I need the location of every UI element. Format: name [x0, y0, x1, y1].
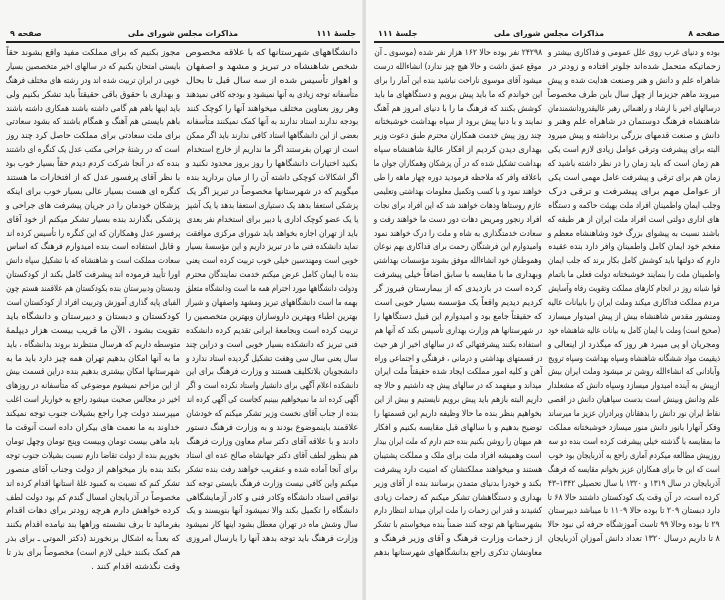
text-line: است از تهران بفرستند اگر ما نداریم از خارج استخدام	[186, 145, 358, 156]
text-line: ذیقیمت مواد ششگانه شاهنشاه وسپاه بهداشت وسپاه ترویج	[548, 353, 720, 364]
text-column-right	[548, 47, 720, 547]
text-line: میپرسند دولت چرا راجع بشیلات جنوب توجه نمیکند	[6, 409, 180, 420]
text-line: علم ودانش وبینش است بدست سپاهیان دانش در اقصی	[548, 395, 720, 406]
text-line: هم کمک بکنند خیلی لازم است) مخصوصاً برای بذر تا	[6, 548, 180, 559]
text-line: برای ملت سعادتی برای مملکت حاصل کرد چند روز	[6, 131, 180, 142]
text-line: دانشگاههای شهرستانها که با علاقه مخصوص	[186, 48, 358, 58]
text-line: (صحیح است) وملت با ایمان کامل به بیانات عالیه شاهنشاه خود	[548, 325, 720, 336]
text-line: نماید دانشکده فنی ما در تبریز داریم و این مؤسسهٔ بسیار	[186, 242, 358, 253]
text-line: دارم که دولتها باید کوشش کامل بکار برند که جلب ایمان	[548, 256, 720, 267]
text-line: شاهراه علم و دانش و هنر وصنعت هدایت شده و پیش	[548, 75, 720, 86]
text-line: در قسمتهای بهداشتی و درمانی ، فرهنگی و اجتماعی وراه	[374, 353, 542, 364]
text-line: کرده خواهش دارم هرچه زودتر برای دهات اقدام	[6, 506, 180, 517]
text-line: و اهواز تأسیس شده از سه سال قبل تا بحال	[186, 75, 358, 86]
text-line: شاهنشاه فرهنگ دوستمان در شاهراه علم وهنر و	[548, 117, 720, 128]
text-line: بخوریم بنده از دولت تقاضا دارم نسبت بشیلات جنوب توجه	[6, 450, 180, 461]
text-line: البته برای پیشرفت وترقی عوامل زیادی لازم است یکی	[548, 145, 720, 156]
text-line: دارد دبستان ۲۰۹ تا بوده حالا ۱۱۰۹ تا میباشد دبیرستان	[548, 506, 720, 517]
text-line: سال وشش ماه در تهران معطل بشود اینها کار نمیشود	[186, 520, 358, 531]
text-line: بخواهیم بنظر بنده ما حالا وظیفه داریم این قسمتها را	[374, 409, 542, 420]
text-line: کشیدند و قدر این زحمات را ملت ایران میداند انتظار دارم	[374, 506, 542, 517]
text-line: شهرستانها امکان بیشتری بدهیم بنده دراین قسمت بیش	[6, 367, 180, 378]
text-line: باید از تهران اجازه بخواهد باید شورای مرکزی موافقت	[186, 228, 358, 239]
text-line: هستند و میخواهند مملکتشان که امنیت دارد پیشرفت	[374, 464, 542, 475]
text-line: آگهی کرده اند ما نمیخواهیم ببینیم کجاست کی آگهی کرده اند	[186, 395, 358, 406]
text-line: بودجه ندارند استاد ندارند به آنها کمک نمیکنند متأسفانه	[186, 117, 358, 128]
text-line: و بهداری با حقوق باقی حقیقتاً باید تشکر بکنیم ولی	[6, 89, 180, 100]
text-line: تربیت کرده است وبجامعهٔ ایرانی تقدیم کرده دانشکده	[186, 325, 358, 336]
text-line: بهداشت تشکیل شده که در آن پزشکان وهمکاران جوان ما	[374, 159, 542, 170]
text-line: وبهداری ما با مقایسه با سابق اضافاً خیلی پیشرفت	[374, 270, 542, 281]
text-line: دانشگاه را تکمیل بکند والا نمیشود آنها بنویسند و یک	[186, 506, 358, 517]
page-header	[6, 29, 360, 41]
text-line: فنی تبریز که دانشکده بسیار خوبی است و دراین چند	[186, 339, 358, 350]
text-line: از زحمات وزارت فرهنگ و آقای وزیر فرهنگ و	[374, 534, 542, 545]
text-line: کودکستان و دبستان و دبیرستان و دانشگاه باید	[6, 311, 180, 322]
text-line: اخیر در مجالس صحبت میشود راجع به خواربار است اغلب	[6, 395, 180, 406]
text-line: زحماتیکه متحمل شده‌اند جلوتر افتاده و زودتر در	[548, 61, 720, 72]
text-line: باید ماهی بیست تومان وبیست وپنج تومان وچهل تومان	[6, 436, 180, 447]
header-rule	[374, 41, 724, 43]
page-number: صفحه ۸	[688, 29, 720, 38]
text-line: بهمه ما است دانشگاههای تبریز ومشهد واصفهان و شیراز	[186, 298, 358, 309]
text-line: بنده از جناب آقای نخست وزیر تشکر میکنم که خودشان	[186, 409, 358, 420]
text-line: بکند و خودرا بدنیای متمدن برسانند بنده از آقای وزیر	[374, 478, 542, 489]
text-line: پزشکی استعفا بدهد یک دستیاری استعفا بدهد یا یک آشپز	[186, 200, 358, 211]
text-line: میشود آقای موسوی ناراحت نباشید بنده این آمار را برای	[374, 75, 542, 86]
text-line: میکنم واین کافی نیست وزارت فرهنگ بایستی توجه کند	[186, 478, 358, 489]
text-line: بهترین اطباء وبهترین داروسازان وبهترین متخصصین را	[186, 311, 358, 322]
text-line: پزشکی بگذارند بنده بسیار تشکر میکنم از خود آقای	[6, 214, 180, 225]
text-line: نواقص استاد دانشگاه وکادر فنی و کادر آزمایشگاهی	[186, 492, 358, 503]
text-line: علاقمند باینموضوع بودند و به وزارت فرهنگ دستور	[186, 423, 358, 434]
text-line: بوده و دنیای غرب روی علل عمومی و فداکاری بیشتر و	[548, 48, 720, 58]
text-column-left	[374, 47, 542, 561]
text-line: داریم البته بازهم باید پیش برویم نایستیم و بیش از این	[374, 395, 542, 406]
text-line: بعضی از این دانشگاهها استاد کافی ندارند باید اگر ممکن	[186, 131, 358, 142]
text-line: تشکر کنم که نسبت به کمبود غلهٔ استانها اقدام کرده اند	[6, 478, 180, 489]
text-line: بایستی امتحان بکنیم که در سالهای اخیر متخصصین بسیار	[6, 61, 180, 72]
text-line: وآبادانی که انشاءالله روشن تر میشود وملت ایران بیش	[548, 367, 720, 378]
text-line: وجلب ایمان واطمینان افراد ملت بهیئت حاکمه و دستگاه	[548, 200, 720, 211]
text-line: تقویت بشود ، الآن ما قریب بیست هزار دیپلمهٔ	[6, 325, 180, 336]
text-line: کردیم دیدیم واقعاً یک مؤسسه بسیار خوبی است	[374, 298, 542, 309]
session-number: جلسهٔ ۱۱۱	[316, 29, 356, 38]
text-line: اگر اشکالات کوچکی داشته آن را از میان بردارید بنده	[186, 173, 358, 184]
text-line: عازم روستاها ودهات خواهند شد که این افراد برای نجات	[374, 200, 542, 211]
text-line: توضیح بدهیم و با سالهای قبل مقایسه بکنیم و افکار	[374, 423, 542, 434]
text-line: واطمینان ملت را بنمایند خوشبختانه دولت فعلی ما باتمام	[548, 270, 720, 281]
text-line: موقع عمق داشت و حالا هیچ چیز ندارد) انشاءالله درست	[374, 61, 542, 72]
text-line: ۲۴۲۹۸ نفر بوده حالا ۱۶۲ هزار نفر شده (موسوی ـ آن	[374, 48, 542, 58]
text-line: بفرمائید تا برف نشسته وراهها بند نیامده اقدام بکنند	[6, 520, 180, 531]
text-line: درسالهای اخیر با ارشاد و راهنمائی رهبر عالیقدرودانشمندمان	[548, 103, 720, 114]
text-line: خوبی است ومهندسین خیلی خوب تربیت کرده است یعنی	[186, 256, 358, 267]
text-line: ۸ تا داریم درسال ۱۳۲۰ تعداد دانش آموزان آذربایجان	[548, 534, 720, 545]
text-line: دانش و صنعت قدمهای بزرگی برداشته و پیش میرود	[548, 131, 720, 142]
text-line: نقاط ایران نور دانش را بدهقانان وبرادران عزیز ما میرساند	[548, 409, 720, 420]
text-line: باید اینها باهم هم گامی داشته باشند همکاری داشته باشند	[6, 103, 180, 114]
text-line: وفکر آنهارا بانور دانش منور میسازد خوشبختانه مملکت	[548, 423, 720, 434]
text-line: است وهمیشه افراد ملت برای ملک و مملکت پشتیبان	[374, 450, 542, 461]
text-line: بکند بنده باز میخواهم از دولت وجناب آقای منصور	[6, 464, 180, 475]
text-line: که حقیقتاً جامع بود و امیدوارم این قبیل دستگاهها را	[374, 311, 542, 322]
running-title: مذاکرات مجلس شورای ملی	[127, 29, 239, 38]
text-line: در شهرستانها هم وزارت بهداری تأسیس بکند که آنها هم	[374, 325, 542, 336]
text-line: وهموطنان خود انشاءالله موفق بشوند مؤسسات بهداشتی	[374, 256, 542, 267]
text-line: یا یک عضو کوچک اداری یا دبیر برای استخدام نفر بعدی	[186, 214, 358, 225]
text-line: معاونشان تذکری راجع بدانشگاههای شهرستانها بدهم	[374, 548, 542, 559]
text-line: پزشکان خودمان را در جریان پیشرفت های جراحی و	[6, 200, 180, 211]
text-line: اورا تأیید فرموده اند پیشرفت کامل بکند از کودکستان	[6, 270, 180, 281]
page-header	[374, 29, 724, 41]
text-line: ودبستان ودبیرستان بنده بکودکستان هم علاقمند هستم چون	[6, 284, 180, 295]
text-line: چند روز پیش خدمت همکاران محترم طبق دعوت وزیر	[374, 131, 542, 142]
text-line: بنده با ایمان کامل عرض میکنم خدمت نمایندگان محترم	[186, 270, 358, 281]
text-line: وزارت فرهنگ باید توجه بدهد آنها را بارسال امروزی	[186, 534, 358, 545]
page-number: صفحه ۹	[10, 29, 42, 38]
text-line: از این مزاحم نمیشوم موضوعی که متأسفانه در روزهای	[6, 381, 180, 392]
text-line: است که در رشتهٔ جراحی مکتب عدل یک کنگره ای داشتند	[6, 145, 180, 156]
text-line: الفبای پایه گذاری آموزش وتربیت افراد از کودکستان است	[6, 298, 180, 309]
text-line: خداوند به ما نعمت های بیکران داده است آنوقت ما	[6, 423, 180, 434]
text-line: استفاده بکنند پیشرفتهائی که در سالهای اخیر از هر حیث	[374, 339, 542, 350]
text-line: باشند نسبت به پیشوای بزرگ خود وشاهنشاه معظم و	[548, 228, 720, 239]
text-line: با نظر آقای پرفسور عدل که از افتخارات ما هستند	[6, 173, 180, 184]
text-line: نمایند و با دنیا پیش برود از سپاه بهداشت خوشبختانه	[374, 117, 542, 128]
text-line: ودولت دانشگاهها مورد احترام همه ما است ودانشگاه متعلق	[186, 284, 358, 295]
text-line: کوشش بکنند که فرهنگ ما را با دنیای امروز هم آهنگ	[374, 103, 542, 114]
text-line: مفخم خود ایمان کامل واطمینان وافر دارد بنده عقیده	[548, 242, 720, 253]
text-line: باعلاقه وافر که ملاحظه فرمودید دوره چهار ماهه را طی	[374, 173, 542, 184]
text-line: کنگره ای هست بسیار عالی بسیار خوب برای اینکه	[6, 186, 180, 197]
text-line: دانشکده اعلام آگهی برای دانشیار واستاد نکرده است و اگر	[186, 381, 358, 392]
text-line: ومجریان او پی میبرد هر روز که میگذرد از اینعالی و	[548, 339, 720, 350]
text-line: وهر روز بعناوین مختلف میخواهند آنها را کوچک کنند	[186, 103, 358, 114]
text-line: افراد رنجور ومریض دهات دور دست ما خواهند رفت و	[374, 214, 542, 225]
text-line: کرده است در بازدیدی که از بیمارستان فیروز گر	[374, 284, 542, 295]
text-line: این خواندم که ما باید پیش برویم و دستگاههای ما باید	[374, 89, 542, 100]
text-line: ما بمقایسه با گذشته خیلی پیشرفت کرده است بنده دو سه	[548, 436, 720, 447]
text-line: که بعداً به اشکال برنخورند (دکتر الموتی ـ برای بذر	[6, 534, 180, 545]
session-number: جلسهٔ ۱۱۱	[378, 29, 418, 38]
text-line: آذربایجان در سال ۱۳۱۹ و ۱۳۲۰ با سال تحصیلی ۱۳۴۲–۴۳	[548, 478, 720, 489]
text-line: بهداری دیدن کردیم از افکار عالیهٔ شاهنشاه سپاه	[374, 145, 542, 156]
running-title: مذاکرات مجلس شورای ملی	[493, 29, 605, 38]
text-line: میگویم که در شهرستانها مخصوصاً در تبریز اگر یک	[186, 186, 358, 197]
text-line: از عوامل مهم برای پیشرفت و ترقی درک	[548, 186, 720, 197]
text-line: آهن و کلیه امور مملکت ایجاد شده حقیقتاً ملت ایران	[374, 367, 542, 378]
text-line: میروند ماهم جزیزما از چهل سال باین طرف مخصوصاً	[548, 89, 720, 100]
text-line: ومنشور مقدس شاهنشاه بیش از پیش امیدوار میسازد	[548, 311, 720, 322]
text-line: ما به آنها امکان بدهیم تهران همه چیز دارد باید ما به	[6, 353, 180, 364]
text-line: و قابل استفاده است بنده امیدوارم فرهنگ که اساس	[6, 242, 180, 253]
text-line: بکنید اختیارات دانشگاهها را روز بروز محدود نکنید و	[186, 159, 358, 170]
text-line: های اداری دولتی است افراد ملت ایران از هر طبقه که	[548, 214, 720, 225]
text-line: خواهند نمود و با کسب وتکمیل معلومات بهداشتی وتعلیمی	[374, 186, 542, 197]
text-line: بهداری و دستگاهشان تشکر میکنم که زحمات زیادی	[374, 492, 542, 503]
text-line: دانشجویان بلاتکلیف هستند و وزارت فرهنگ برای این	[186, 367, 358, 378]
text-line: هم زمان است که باید زمان را در نظر داشته باشید که	[548, 159, 720, 170]
text-line: بشهرستانها هم توجه کنند ضمناً بنده میخواستم با تشکر	[374, 520, 542, 531]
text-line: بنده که در آنجا شرکت کردم دیدم حقاً بسیار خوب بود	[6, 159, 180, 170]
text-column-right	[186, 47, 358, 547]
text-line: زمان هم برای ترقی و پیشرفت عامل مهمی است یکی	[548, 173, 720, 184]
text-column-left	[6, 47, 180, 575]
text-line: باهم بایستی هم آهنگ و همگام باشند که بشود سعادتی	[6, 117, 180, 128]
text-line: هم میهنان را روشن بکنیم بنده حتم دارم که ملت ایران بیدار	[374, 436, 542, 447]
text-line: روزپیش مطالعه میکردم آماری راجع به آذربایجان بود خوب	[548, 450, 720, 461]
text-line: برای آنجا آماده شده و عنقریب خواهند رفت بنده تشکر	[186, 464, 358, 475]
text-line: سعادت خدمتگذاری به شاه و ملت را درک خواهند نمود	[374, 228, 542, 239]
header-rule	[6, 41, 360, 43]
text-line: هم بنظور لطف آقای دکتر جهانشاه صالح عده ای استاد	[186, 450, 358, 461]
text-line: وامیدوارم این فرشتگان رحمت برای فداکاری بهم نوعان	[374, 242, 542, 253]
right-page	[366, 0, 725, 600]
text-line: پرفسور عدل وهمکاران که این کنگره را تأسیس کرده اند	[6, 228, 180, 239]
text-line: ازپیش به آینده امیدوار میسازد وسپاه دانش که مشعلدار	[548, 381, 720, 392]
text-line: شخص شاهنشاه در تبریز و مشهد و اصفهان	[186, 61, 358, 72]
text-line: کرده است، در آن وقت یک کودکستان داشتند حالا ۶۸ تا	[548, 492, 720, 503]
text-line: دادند و با علاقه آقای دکتر سام معاون وزارت فرهنگ	[186, 436, 358, 447]
text-line: مردم مملکت فداکاری میکند وملت ایران را بابیانات عالیه	[548, 298, 720, 309]
text-line: است که این جا برای همکاران عزیز بخوانم مقایسه که فرهنگ	[548, 464, 720, 475]
text-line: میداند و میفهمد که در سالهای پیش چه داشتیم و حالا چه	[374, 381, 542, 392]
text-line: متوسطه داریم که هرسال منتظرند بروند بدانشگاه ، باید	[6, 339, 180, 350]
text-line: سال یعنی سال سی وهفت تشکیل گردیده استاد ندارد و	[186, 353, 358, 364]
text-line: مخصوصاً در آذربایجان امسال گندم کم بود دولت لطف	[6, 492, 180, 503]
text-line: خوبی در ایران تربیت شده اند ودر رشته های مختلف فرهنگ	[6, 75, 180, 86]
text-line: مجوز بکنیم که برای مملکت مفید واقع بشوند حقاً	[6, 48, 180, 58]
text-line: متأسفانه توجه زیادی به آنها نمیشود و بودجه کافی نمیدهند	[186, 89, 358, 100]
text-line: قوا شبانه روز در انجام کارهای مملکت وتقویت رفاه وآسایش	[548, 284, 720, 295]
text-line: سعادت مملکت است و شاهنشاه که با تشکیل سپاه دانش	[6, 256, 180, 267]
text-line: وقت نگذشته اقدام کنند .	[91, 561, 180, 572]
text-line: ۲۹ تا بوده وحالا ۹۹ تاست آموزشگاه حرفه ئی نبود حالا	[548, 520, 720, 531]
